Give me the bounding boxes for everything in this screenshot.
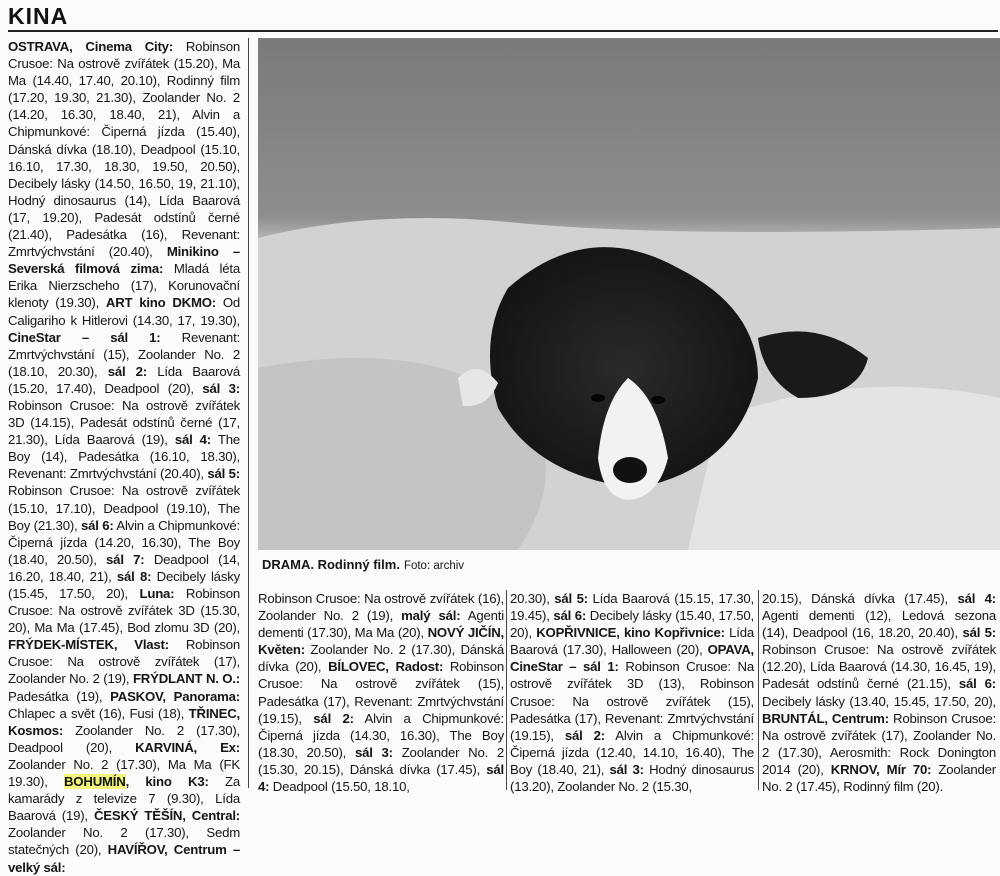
listing-heading: FRÝDLANT N. O.: <box>132 671 240 687</box>
listing-heading: KRNOV, Mír 70: <box>830 761 932 777</box>
listing-text: Za kamarády z televize 7 (9.30), Lída Baarová (19), <box>8 774 240 824</box>
listing-text: Alvin a Chipmunkové: Čiperná jízda (12.40, 14.10, 16.40), The Boy (18.40, 21), <box>510 727 755 777</box>
listing-text: Lída Baarová (15.15, 17.30, 19.45), <box>510 591 755 624</box>
section-rule <box>8 30 998 32</box>
column-divider <box>758 590 759 790</box>
listing-heading: KOPŘIVNICE, kino Kopřivnice: <box>536 625 725 641</box>
listing-text: Alvin a Chipmunkové: Čiperná jízda (14.20, 16.30), The Boy (18.40, 20.50), <box>8 517 240 567</box>
listing-heading: sál 2: <box>107 363 147 379</box>
listing-column-2 <box>258 590 504 795</box>
listing-heading: sál 5: <box>962 625 996 641</box>
listing-heading: TŘINEC, Kosmos: <box>8 705 240 738</box>
listing-text: Mladá léta Erika Nierzscheho (17), Korunovační klenoty (19.30), <box>8 261 240 311</box>
listing-heading: sál 2: <box>564 727 605 743</box>
listing-text: Revenant: Zmrtvýchvstání (15), Zoolander No. 2 (18.10, 20.30), <box>8 329 240 379</box>
listing-text: Zoolander No. 2 (17.30), Sedm statečných (20), <box>8 825 240 858</box>
listing-heading: FRÝDEK-MÍSTEK, Vlast: <box>8 637 169 653</box>
listing-text: 20.30), <box>510 591 555 606</box>
listing-heading: sál 6: <box>81 517 114 533</box>
column-divider <box>248 38 249 788</box>
listing-heading: sál 3: <box>202 380 240 396</box>
listing-text: Agenti dementi (17.30), Ma Ma (20), <box>258 608 504 641</box>
listing-heading: sál 6: <box>958 676 996 692</box>
listing-text: Robinson Crusoe: Na ostrově zvířátek 3D (15.30, 20), Ma Ma (17.45), Bod zlomu 3D (20), <box>8 586 240 636</box>
listing-text: Padesátka (19), <box>8 688 111 704</box>
listing-heading: HAVÍŘOV, Centrum – velký sál: <box>8 842 240 875</box>
listing-text: Decibely lásky (15.45, 17.50, 20), <box>8 568 240 601</box>
listing-column-1 <box>8 38 241 875</box>
listing-text: The Boy (14), Padesátka (16.10, 18.30), Revenant: Zmrtvýchvstání (20.40), <box>8 432 240 482</box>
listing-heading: KARVINÁ, Ex: <box>135 739 240 755</box>
listing-text: Robinson Crusoe: Na ostrově zvířátek 3D (13), Robinson Crusoe: Na ostrově zvířátek (15), Padesátka (17), Revenant: Zmrtvýchvstání (19.15), <box>510 659 754 743</box>
listing-text: Deadpool (14, 16.20, 18.40, 21), <box>8 551 240 584</box>
listing-text: Alvin a Chipmunkové: Čiperná jízda (14.30, 16.30), The Boy (18.30, 20.50), <box>258 710 504 760</box>
highlighted-text: BOHUMÍN <box>63 774 126 790</box>
listing-text: Zoolander No. 2 (17.30), Ma Ma (FK 19.30), <box>8 756 240 790</box>
listing-text: Deadpool (15.50, 18.10, <box>269 779 410 795</box>
listing-heading: sál 5: <box>554 591 588 606</box>
listing-text: Robinson Crusoe: Na ostrově zvířátek (15.20), Ma Ma (14.40, 17.40, 20.10), Rodinný film (17.20, 19.30, 21.30), Zoolander No. 2 (14.20, 16.30, 18.40, 21), Alvin a Chipmunkové: Čiperná jízda (15.40), Dánská dívka (18.10), Deadpool (15.10, 16.10, 17.30, 18.30, 19.50, 20.50), Decibely lásky (14.50, 16.50, 19, 21.10), Hodný dinosaurus (14), Lída Baarová (17, 19.20), Padesát odstínů černé (21.40), Padesátka (16), Revenant: Zmrtvýchvstání (20.40), <box>8 39 240 260</box>
listing-heading: sál 4: <box>258 761 504 795</box>
listing-heading: sál 2: <box>313 710 354 726</box>
listing-text: Zoolander No. 2 (15.30, 20.15), Dánská dívka (17.45), <box>258 744 504 777</box>
dog-photo-illustration <box>258 38 1000 550</box>
listing-text: Hodný dinosaurus (13.20), Zoolander No. 2 (15.30, <box>510 761 754 795</box>
listing-heading: sál 5: <box>207 466 240 482</box>
listing-text: 20.15), Dánská dívka (17.45), <box>762 591 958 606</box>
listing-heading: sál 8: <box>116 568 152 584</box>
listing-heading: sál 4: <box>174 432 211 448</box>
listing-text: Robinson Crusoe: Na ostrově zvířátek (16), Zoolander No. 2 (19), <box>258 591 504 624</box>
listing-heading: ČESKÝ TĚŠÍN, Central: <box>93 808 240 824</box>
listing-text: Zoolander No. 2 (17.45), Rodinný film (20). <box>762 761 996 795</box>
caption-text: DRAMA. Rodinný film. <box>262 557 400 572</box>
section-title: KINA <box>8 3 69 29</box>
listing-heading: , kino K3: <box>125 774 209 790</box>
listing-text: Chlapec a svět (16), Fusi (18), <box>8 705 189 721</box>
listing-heading: BRUNTÁL, Centrum: <box>762 710 889 726</box>
listing-heading: CineStar – sál 1: <box>8 329 161 345</box>
listing-heading: sál 4: <box>957 591 996 606</box>
listing-text: Robinson Crusoe: Na ostrově zvířátek (17), Zoolander No. 2 (19), <box>8 637 240 687</box>
listing-text: Robinson Crusoe: Na ostrově zvířátek (15.10, 17.10), Deadpool (19.10), The Boy (21.30), <box>8 483 240 533</box>
photo-credit: Foto: archiv <box>403 560 465 572</box>
listing-heading: OPAVA, CineStar – sál 1: <box>510 642 754 675</box>
listing-heading: Luna: <box>139 586 175 601</box>
listing-heading: malý sál: <box>401 608 461 624</box>
listing-heading: sál 7: <box>106 551 145 567</box>
photo-caption <box>262 556 464 575</box>
listing-text: Robinson Crusoe: Na ostrově zvířátek (12.20), Lída Baarová (14.30, 16.45, 19), Padesát odstínů černé (21.15), <box>762 642 996 692</box>
column-divider <box>506 590 507 790</box>
listing-text: Od Caligariho k Hitlerovi (14.30, 17, 19.30), <box>8 295 241 328</box>
listing-text: Zoolander No. 2 (17.30), Deadpool (20), <box>8 722 240 755</box>
listing-text: Lída Baarová (17.30), Halloween (20), <box>510 625 754 658</box>
listing-text: Decibely lásky (13.40, 15.45, 17.50, 20), <box>762 693 996 709</box>
listing-text: Zoolander No. 2 (17.30), Dánská dívka (20), <box>258 642 504 675</box>
listing-heading: sál 3: <box>609 761 644 777</box>
listing-heading: BÍLOVEC, Radost: <box>328 659 444 675</box>
listing-column-4 <box>762 590 996 795</box>
listing-column-3 <box>510 590 755 795</box>
listing-text: Robinson Crusoe: Na ostrově zvířátek (17), Zoolander No. 2 (17.30), Aerosmith: Rock Donington 2014 (20), <box>762 710 996 777</box>
listing-heading <box>64 774 126 789</box>
listing-heading: NOVÝ JIČÍN, Květen: <box>258 625 504 658</box>
listing-text: Robinson Crusoe: Na ostrově zvířátek (15), Padesátka (17), Revenant: Zmrtvýchvstání (19.15), <box>258 659 504 726</box>
listing-text: Agenti dementi (12), Ledová sezona (14), Deadpool (16, 18.20, 20.40), <box>762 608 996 641</box>
listing-heading: Minikino – Severská filmová zima: <box>8 244 241 277</box>
listing-heading: PASKOV, Panorama: <box>110 688 240 704</box>
listing-heading: ART kino DKMO: <box>105 295 216 311</box>
dog-photo <box>258 38 1000 550</box>
listing-heading: sál 3: <box>354 744 393 760</box>
listing-heading: sál 6: <box>553 608 587 624</box>
listing-text: Decibely lásky (15.40, 17.50, 20), <box>510 608 755 641</box>
listing-heading: OSTRAVA, Cinema City: <box>8 39 174 54</box>
listing-text: Lída Baarová (15.20, 17.40), Deadpool (20), <box>8 363 240 396</box>
listing-text: Robinson Crusoe: Na ostrově zvířátek 3D (14.15), Padesát odstínů černé (17, 21.30), Lída Baarová (19), <box>8 397 240 448</box>
